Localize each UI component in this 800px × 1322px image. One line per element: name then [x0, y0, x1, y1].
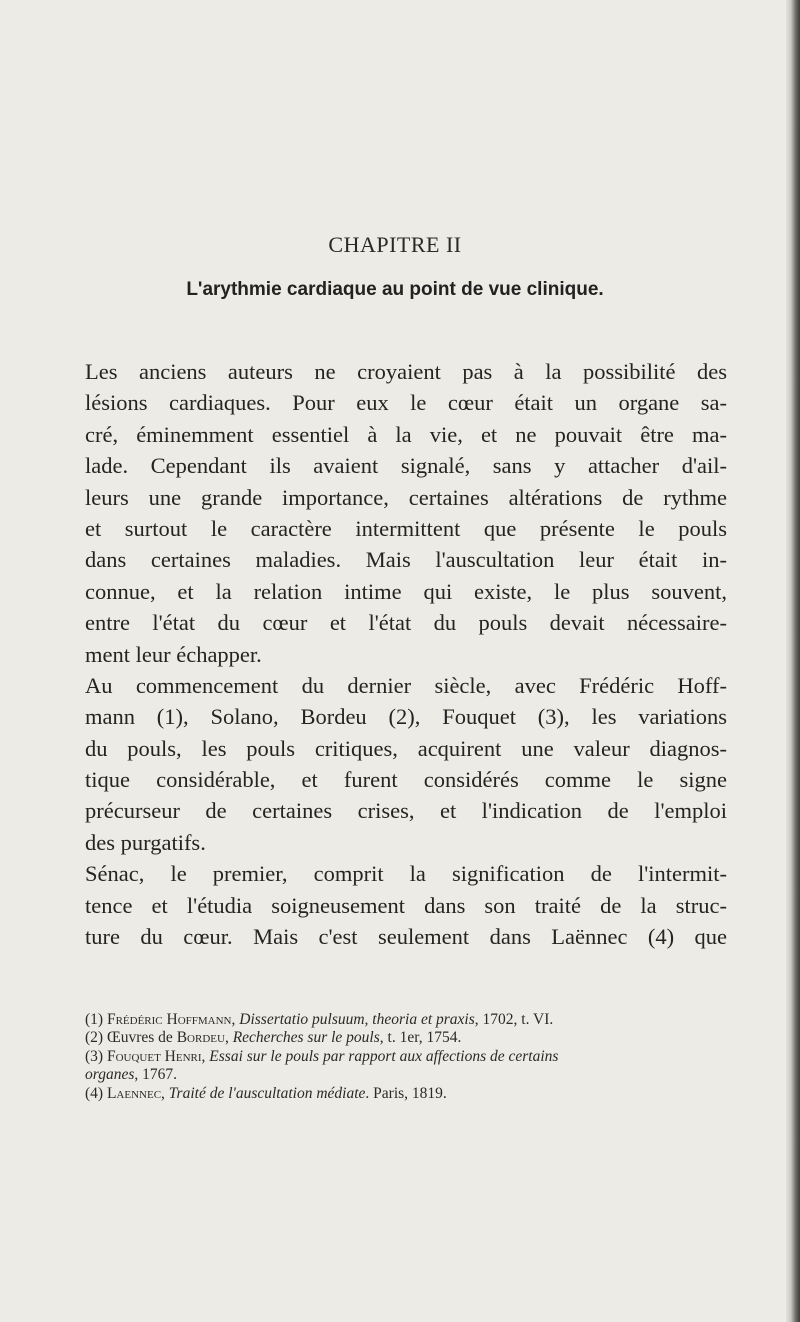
footnote-author: Frédéric Hoffmann	[106, 1011, 232, 1028]
footnote-rest: . Paris, 1819.	[365, 1084, 447, 1102]
footnote-work: Recherches sur le pouls	[232, 1029, 380, 1047]
body-text	[85, 356, 727, 952]
chapter-heading: CHAPITRE II	[328, 232, 462, 257]
text-line: mann (1), Solano, Bordeu (2), Fouquet (3), les variations	[85, 704, 727, 730]
chapter-title: L'arythmie cardiaque au point de vue clinique.	[186, 279, 604, 300]
text-line: tence et l'étudia soigneusement dans son traité de la struc-	[85, 892, 727, 918]
footnotes	[85, 1011, 727, 1103]
footnote-prefix: Œuvres de	[106, 1029, 177, 1047]
footnote-author: Laennec	[106, 1084, 162, 1102]
text-line: lésions cardiaques. Pour eux le cœur était un organe sa-	[85, 390, 727, 416]
text-line: des purgatifs.	[85, 829, 206, 855]
footnote-work: Dissertatio pulsuum, theoria et praxis	[239, 1011, 475, 1028]
footnote-separator: ,	[161, 1084, 169, 1102]
footnote-author: Bordeu	[176, 1029, 225, 1047]
footnote-number: (2)	[85, 1029, 107, 1047]
text-line: Sénac, le premier, comprit la signification de l'intermit-	[85, 861, 727, 887]
footnote-separator: ,	[201, 1047, 210, 1065]
text-line: tique considérable, et furent considérés comme le signe	[85, 767, 727, 793]
text-line: entre l'état du cœur et l'état du pouls devait nécessaire-	[85, 610, 727, 636]
text-line: leurs une grande importance, certaines altérations de rythme	[85, 484, 727, 510]
footnote-rest: , 1702, t. VI.	[474, 1011, 554, 1028]
text-line: du pouls, les pouls critiques, acquirent une valeur diagnos-	[85, 735, 727, 761]
text-line: dans certaines maladies. Mais l'auscultation leur était in-	[85, 547, 727, 573]
page-edge-shadow	[786, 0, 800, 1322]
footnote-author: Fouquet Henri	[106, 1047, 202, 1065]
text-line: Au commencement du dernier siècle, avec Frédéric Hoff-	[85, 672, 727, 698]
text-line: connue, et la relation intime qui existe, le plus souvent,	[85, 578, 727, 604]
footnote-work-continued: organes	[85, 1066, 135, 1084]
footnote-number: (1)	[85, 1011, 107, 1028]
text-line: et surtout le caractère intermittent que présente le pouls	[85, 515, 727, 541]
footnote-work: Essai sur le pouls par rapport aux affections de certains	[209, 1047, 559, 1065]
footnote-rest: , 1767.	[134, 1066, 177, 1084]
footnote-number: (4)	[85, 1084, 107, 1102]
footnote-separator: ,	[231, 1011, 240, 1028]
text-line: Les anciens auteurs ne croyaient pas à la possibilité des	[85, 359, 727, 384]
footnote-1	[85, 1011, 727, 1029]
text-line: ment leur échapper.	[85, 641, 262, 667]
text-line: lade. Cependant ils avaient signalé, sans y attacher d'ail-	[85, 453, 727, 479]
text-line: cré, éminemment essentiel à la vie, et ne pouvait être ma-	[85, 421, 727, 447]
footnote-number: (3)	[85, 1047, 107, 1065]
text-line: précurseur de certaines crises, et l'indication de l'emploi	[85, 798, 727, 824]
footnote-3	[85, 1048, 727, 1066]
footnote-rest: , t. 1er, 1754.	[379, 1029, 462, 1047]
text-line: ture du cœur. Mais c'est seulement dans Laënnec (4) que	[85, 924, 727, 950]
footnote-4	[85, 1085, 727, 1103]
footnote-3-continued	[85, 1066, 727, 1084]
footnote-separator: ,	[224, 1029, 233, 1047]
footnote-2	[85, 1029, 727, 1047]
footnote-work: Traité de l'auscultation médiate	[168, 1084, 366, 1102]
